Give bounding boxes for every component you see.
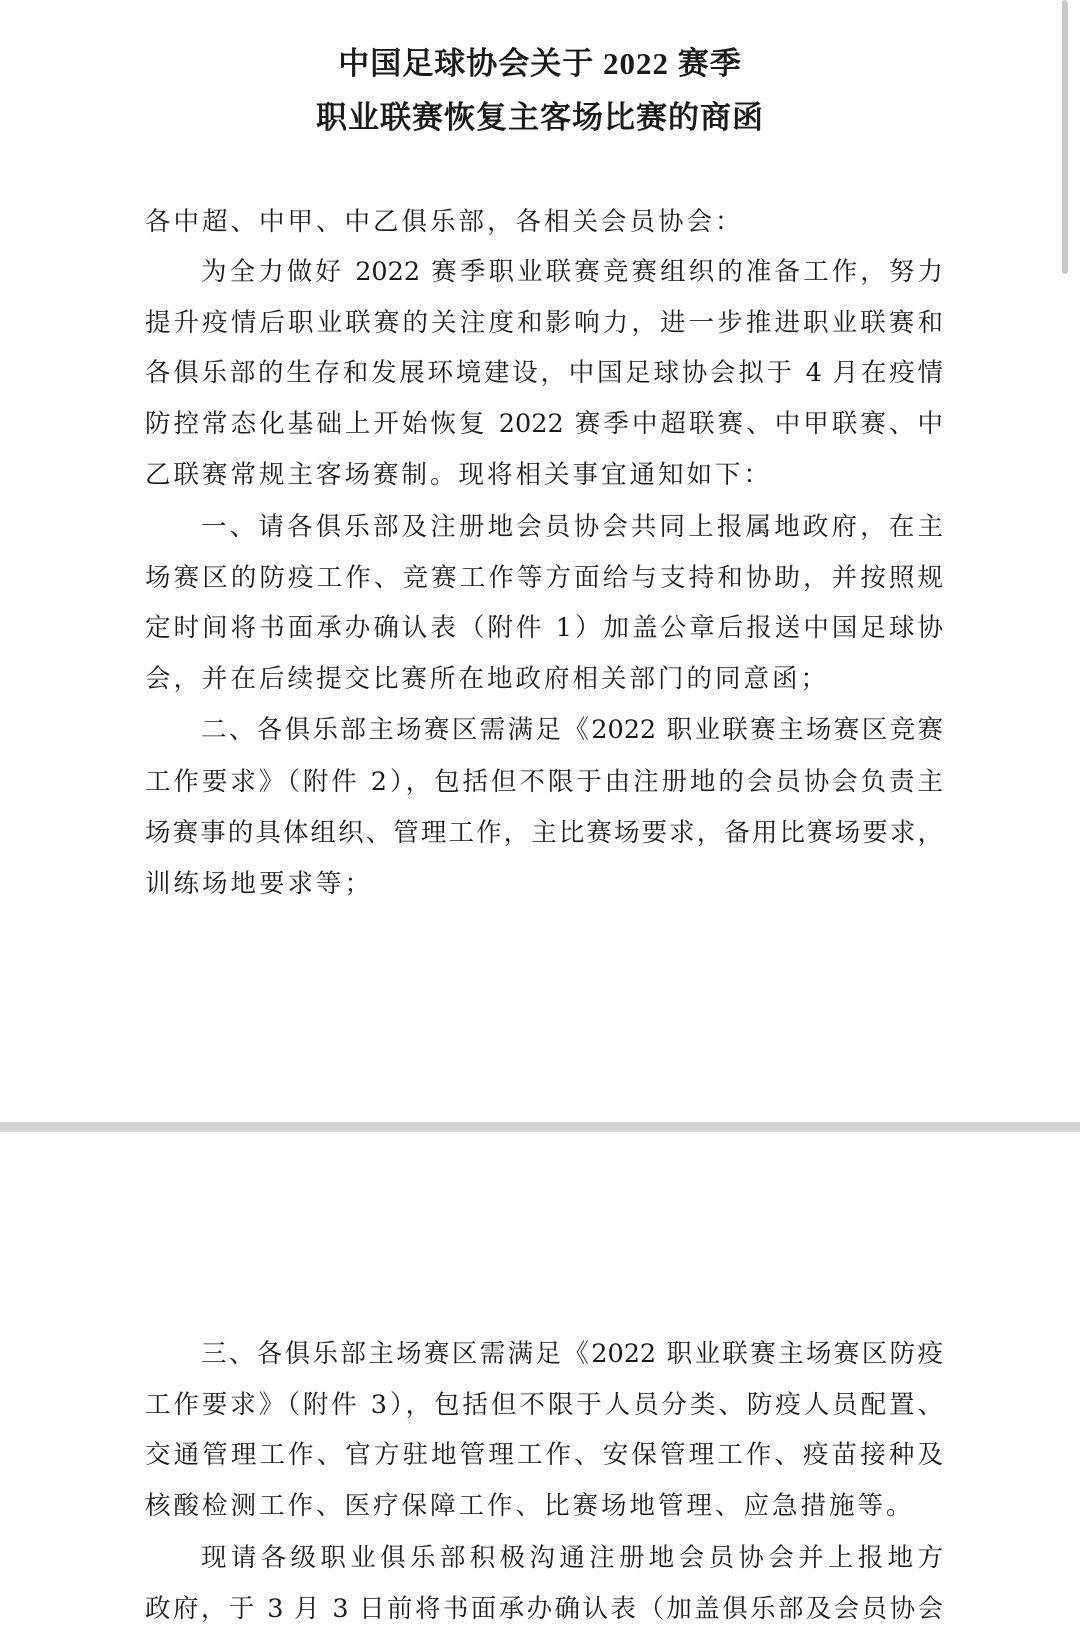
text-line: 一、请各俱乐部及注册地会员协会共同上报属地政府，在主 (201, 512, 943, 542)
text-line: 各俱乐部的生存和发展环境建设，中国足球协会拟于 4 月在疫情 (145, 358, 943, 388)
text-line: 乙联赛常规主客场赛制。现将相关事宜通知如下： (145, 460, 773, 490)
text-line: 核酸检测工作、医疗保障工作、比赛场地管理、应急措施等。 (145, 1491, 915, 1521)
text-line: 防控常态化基础上开始恢复 2022 赛季中超联赛、中甲联赛、中 (145, 409, 943, 439)
text-line: 定时间将书面承办确认表（附件 1）加盖公章后报送中国足球协 (145, 613, 943, 643)
text-line: 工作要求》（附件 2），包括但不限于由注册地的会员协会负责主 (145, 767, 943, 797)
text-line: 场赛事的具体组织、管理工作，主比赛场要求，备用比赛场要求， (145, 818, 943, 848)
page-separator (0, 1122, 1080, 1132)
text-line: 提升疫情后职业联赛的关注度和影响力，进一步推进职业联赛和 (145, 308, 943, 338)
text-line: 工作要求》（附件 3），包括但不限于人员分类、防疫人员配置、 (145, 1390, 943, 1420)
text-line: 二、各俱乐部主场赛区需满足《2022 职业联赛主场赛区竞赛 (201, 715, 943, 745)
salutation: 各中超、中甲、中乙俱乐部，各相关会员协会： (145, 207, 744, 237)
text-line: 训练场地要求等； (145, 869, 374, 899)
text-line: 政府，于 3 月 3 日前将书面承办确认表（加盖俱乐部及会员协会 (145, 1594, 943, 1624)
text-line: 交通管理工作、官方驻地管理工作、安保管理工作、疫苗接种及 (145, 1440, 943, 1470)
document-title-line-1: 中国足球协会关于 2022 赛季 (338, 46, 742, 81)
text-line: 三、各俱乐部主场赛区需满足《2022 职业联赛主场赛区防疫 (201, 1339, 943, 1369)
text-line: 会，并在后续提交比赛所在地政府相关部门的同意函； (145, 664, 830, 694)
text-line: 为全力做好 2022 赛季职业联赛竞赛组织的准备工作，努力 (201, 257, 943, 287)
scrollbar-thumb[interactable] (1062, 0, 1068, 274)
text-line: 场赛区的防疫工作、竞赛工作等方面给与支持和协助，并按照规 (145, 563, 943, 593)
document-title-line-2: 职业联赛恢复主客场比赛的商函 (316, 100, 764, 135)
text-line: 现请各级职业俱乐部积极沟通注册地会员协会并上报地方 (201, 1543, 943, 1573)
